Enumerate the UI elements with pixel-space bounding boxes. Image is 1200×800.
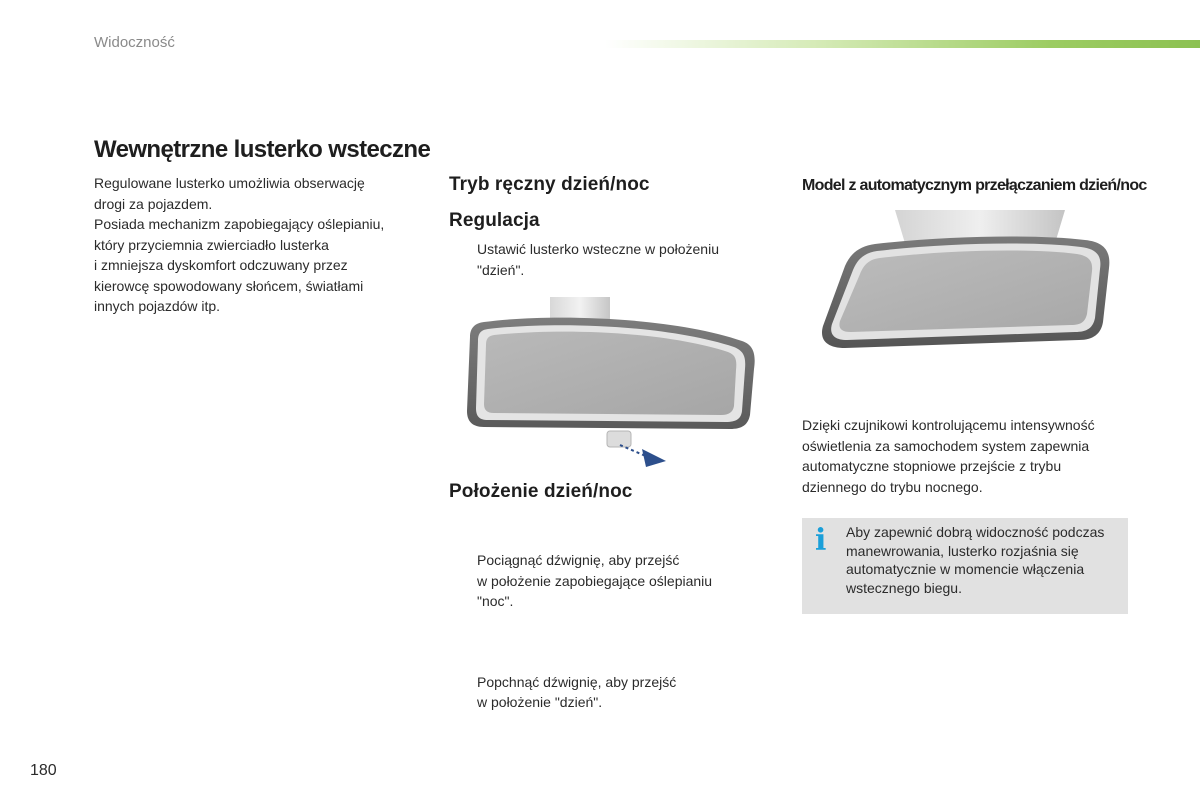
adjustment-heading: Regulacja xyxy=(449,210,540,231)
info-text xyxy=(846,523,1122,597)
manual-mirror-illustration xyxy=(462,295,772,475)
mirror-glass xyxy=(484,332,736,415)
bullet-line: Popchnąć dźwignię, aby przejść xyxy=(477,673,677,690)
info-line: manewrowania, lusterko rozjaśnia się xyxy=(846,542,1079,559)
auto-mirror-illustration xyxy=(815,210,1120,370)
auto-description-line: automatyczne stopniowe przejście z trybu xyxy=(802,458,1062,474)
intro-line: i zmniejsza dyskomfort odczuwany przez xyxy=(94,257,348,273)
intro-line: Posiada mechanizm zapobiegający oślepianiu, xyxy=(94,216,385,232)
info-line: Aby zapewnić dobrą widoczność podczas xyxy=(846,524,1105,540)
intro-paragraph xyxy=(94,173,424,317)
page-title: Wewnętrzne lusterko wsteczne xyxy=(94,136,431,163)
bullet-line: w położenie "dzień". xyxy=(477,694,603,710)
intro-line: kierowcę spowodowany słońcem, światłami xyxy=(94,277,364,294)
bullet-line: "noc". xyxy=(477,593,514,609)
auto-description-line: oświetlenia za samochodem system zapewnia xyxy=(802,437,1090,454)
bullet-line: Pociągnąć dźwignię, aby przejść xyxy=(477,552,680,568)
section-label: Widoczność xyxy=(94,34,175,51)
adjustment-bullet xyxy=(449,239,797,280)
intro-line: drogi za pojazdem. xyxy=(94,195,213,212)
intro-line: który przyciemnia zwierciadło lusterka xyxy=(94,236,329,253)
auto-model-heading: Model z automatycznym przełączaniem dzień/noc xyxy=(802,177,1147,194)
auto-description xyxy=(802,415,1142,497)
auto-description-line: dziennego do trybu nocnego. xyxy=(802,478,983,495)
info-line: automatycznie w momencie włączenia xyxy=(846,561,1085,577)
mirror-glass xyxy=(839,251,1092,332)
page-number: 180 xyxy=(30,762,57,779)
push-lever-bullet xyxy=(449,672,797,713)
auto-description-line: Dzięki czujnikowi kontrolującemu intensywność xyxy=(802,417,1095,433)
day-night-position-heading: Położenie dzień/noc xyxy=(449,481,633,502)
bullet-line: Ustawić lusterko wsteczne w położeniu xyxy=(477,241,719,257)
bullet-line: w położenie zapobiegające oślepianiu xyxy=(477,572,713,589)
manual-mode-heading: Tryb ręczny dzień/noc xyxy=(449,174,650,195)
arrow-icon xyxy=(642,449,666,467)
info-line: wstecznego biegu. xyxy=(846,579,962,596)
header-accent-bar xyxy=(605,40,1200,48)
info-icon: i xyxy=(815,523,827,558)
intro-line: innych pojazdów itp. xyxy=(94,298,221,314)
bullet-line: "dzień". xyxy=(477,261,525,278)
day-night-lever xyxy=(607,431,631,447)
intro-line: Regulowane lusterko umożliwia obserwację xyxy=(94,175,365,191)
pull-lever-bullet xyxy=(449,550,797,612)
